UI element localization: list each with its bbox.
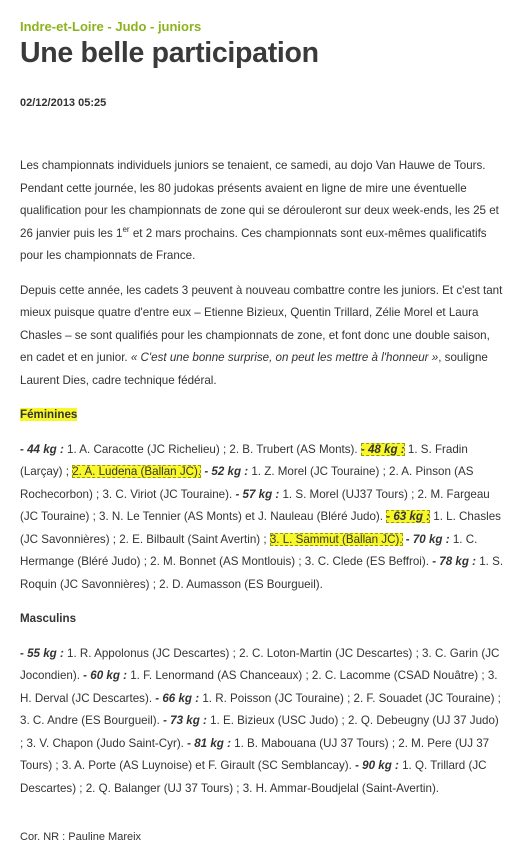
section-masculins: [20, 608, 505, 631]
result-81kg: 1. B. Mabouana (UJ 37 Tours) ; 2. M. Pere (UJ 37 Tours) ; 3. A. Porte (AS Luynoise) et F. Girault (SC Semblancay).: [20, 736, 490, 772]
result-90kg: 1. Q. Trillard (JC Descartes) ; 2. Q. Balanger (UJ 37 Tours) ; 3. H. Ammar-Boudjelal (Saint-Avertin).: [20, 759, 487, 795]
category-81kg: - 81 kg :: [187, 736, 231, 750]
results-feminines: [20, 439, 505, 597]
category-90kg: - 90 kg :: [355, 759, 399, 772]
superscript-er: er: [122, 224, 130, 234]
result-57kg: 1. S. Morel (UJ37 Tours) ; 2. M. Fargeau (JC Touraine) ; 3. N. Le Tennier (AS Monts) et J. Nauleau (Bléré Judo).: [20, 487, 490, 523]
article-date: 02/12/2013 05:25: [20, 97, 107, 109]
result-66kg: 1. R. Poisson (JC Touraine) ; 2. F. Souadet (JC Touraine) ; 3. C. Andre (ES Bourgueil).: [20, 691, 501, 727]
article: [20, 18, 505, 844]
masculins-heading: Masculins: [20, 612, 77, 625]
result-44kg: 1. A. Caracotte (JC Richelieu) ; 2. B. Trubert (AS Monts).: [63, 442, 361, 456]
paragraph-cadets-text-a: Depuis cette année, les cadets 3 peuvent à nouveau combattre contre les juniors. Et c'est tant mieux puisque quatre d'entre eux – Etienne Bizieux, Quentin Trillard, Zélie Morel et Laura Chasles – se sont qualifiés pour les championnats de zone, et font donc une double saison, en cadet et en junior.: [20, 283, 503, 364]
category-60kg: - 60 kg :: [83, 669, 127, 682]
result-63kg: 1. L. Chasles (JC Savonnières) ; 2. E. Bilbault (Saint Avertin) ;: [20, 510, 501, 546]
author-credit: Cor. NR : Pauline Mareix: [20, 831, 142, 843]
article-kicker: Indre-et-Loire - Judo - juniors: [20, 19, 202, 34]
paragraph-intro-text-b: et 2 mars prochains. Ces championnats sont eux-mêmes qualificatifs pour les championnats de France.: [20, 226, 487, 262]
result-52kg: 1. Z. Morel (JC Touraine) ; 2. A. Pinson (AS Rochecorbon) ; 3. C. Viriot (JC Touraine).: [20, 465, 474, 501]
category-55kg: - 55 kg :: [20, 646, 64, 660]
result-60kg: 1. F. Lenormand (AS Chanceaux) ; 2. C. Lacomme (CSAD Nouâtre) ; 3. H. Derval (JC Descartes).: [20, 669, 498, 705]
category-48kg: - 48 kg :: [360, 442, 405, 456]
category-44kg: - 44 kg :: [20, 442, 64, 456]
category-63kg: - 63 kg :: [386, 510, 431, 523]
paragraph-cadets-text-b: , souligne Laurent Dies, cadre technique fédéral.: [20, 351, 488, 387]
highlight-sammut: 3. L. Sammut (Ballan JC).: [269, 532, 403, 546]
paragraph-intro-text-a: Les championnats individuels juniors se tenaient, ce samedi, au dojo Van Hauwe de Tours. Pendant cette journée, les 80 judokas présents avaient en ligne de mire une éventuelle qualification pour les championnats de zone qui se dérouleront sur deux week-ends, les 25 et 26 janvier puis les 1: [20, 159, 499, 240]
category-57kg: - 57 kg :: [235, 487, 280, 501]
category-66kg: - 66 kg :: [155, 691, 200, 705]
paragraph-intro: [20, 155, 505, 268]
feminines-heading: Féminines: [20, 408, 78, 421]
highlight-ludena: 2. A. Ludena (Ballan JC).: [72, 465, 202, 478]
category-70kg: - 70 kg :: [402, 532, 450, 546]
result-73kg: 1. E. Bizieux (USC Judo) ; 2. Q. Debeugny (UJ 37 Judo) ; 3. V. Chapon (Judo Saint-Cyr).: [20, 714, 499, 750]
paragraph-cadets: [20, 280, 505, 393]
result-70kg: 1. C. Hermange (Bléré Judo) ; 2. M. Bonnet (AS Montlouis) ; 3. C. Clede (ES Beffroi).: [20, 532, 478, 568]
quote: « C'est une bonne surprise, on peut les mettre à l'honneur »: [130, 351, 439, 364]
results-masculins: [20, 643, 505, 801]
category-52kg: - 52 kg :: [201, 465, 249, 478]
result-55kg: 1. R. Appolonus (JC Descartes) ; 2. C. Loton-Martin (JC Descartes) ; 3. C. Garin (JC Jocondien).: [20, 646, 500, 682]
article-title: Une belle participation: [20, 37, 319, 69]
category-73kg: - 73 kg :: [163, 714, 207, 727]
section-feminines: [20, 404, 505, 427]
category-78kg: - 78 kg :: [432, 555, 476, 568]
result-48kg: 1. S. Fradin (Larçay) ;: [20, 442, 468, 478]
result-78kg: 1. S. Roquin (JC Savonnières) ; 2. D. Aumasson (ES Bourgueil).: [20, 555, 504, 591]
